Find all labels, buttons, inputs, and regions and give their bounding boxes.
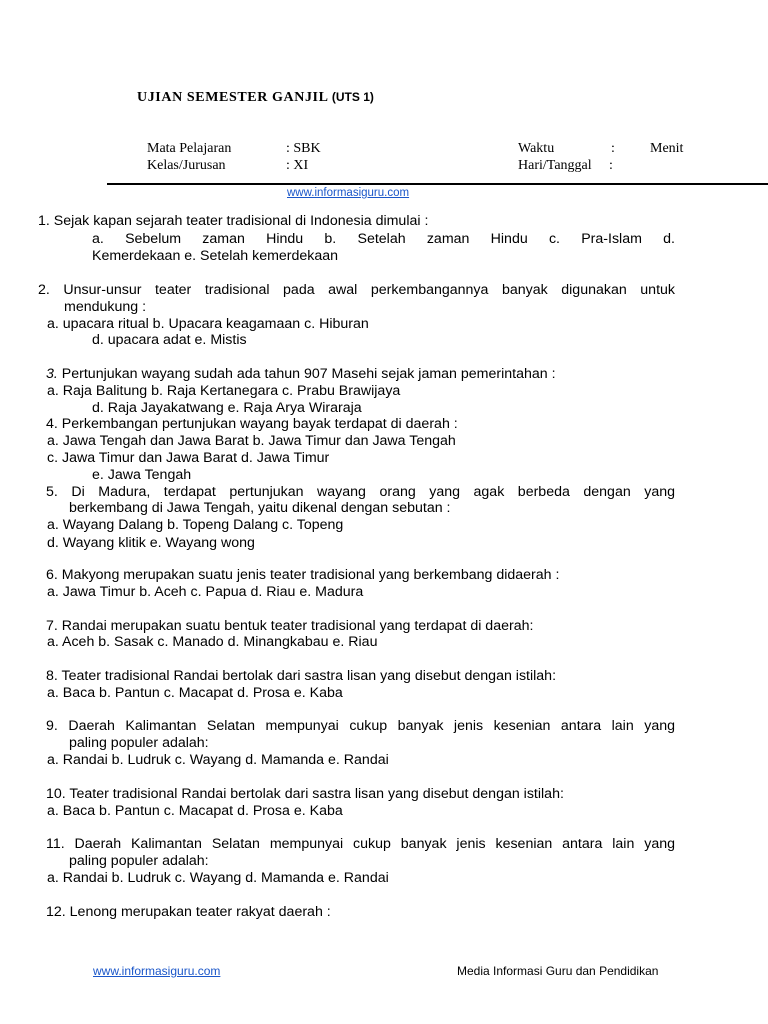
q2-stem-cont: mendukung : (64, 299, 147, 315)
q11-stem-cont: paling populer adalah: (69, 853, 209, 869)
q6-stem: 6. Makyong merupakan suatu jenis teater tradisional yang berkembang didaerah : (46, 567, 560, 583)
q9-stem: 9. Daerah Kalimantan Selatan mempunyai cukup banyak jenis kesenian antara lain yang (46, 718, 675, 734)
q8-options: a. Baca b. Pantun c. Macapat d. Prosa e. Kaba (47, 685, 343, 701)
subject-label: Mata Pelajaran (147, 141, 232, 156)
q3-stem-text: Pertunjukan wayang sudah ada tahun 907 Masehi sejak jaman pemerintahan : (57, 366, 556, 382)
q4-stem: 4. Perkembangan pertunjukan wayang bayak terdapat di daerah : (46, 416, 458, 432)
time-colon: : (611, 141, 615, 156)
q8-stem: 8. Teater tradisional Randai bertolak dari sastra lisan yang disebut dengan istilah: (46, 668, 557, 684)
exam-title (137, 90, 374, 106)
q6-options: a. Jawa Timur b. Aceh c. Papua d. Riau e. Madura (47, 584, 364, 600)
time-value: Menit (650, 141, 684, 156)
q2-stem: 2. Unsur-unsur teater tradisional pada awal perkembangannya banyak digunakan untuk (38, 282, 675, 298)
q2-options-line1: a. upacara ritual b. Upacara keagamaan c. Hiburan (47, 316, 369, 332)
q3-options-line2: d. Raja Jayakatwang e. Raja Arya Wiraraja (92, 400, 362, 416)
q5-options-line1: a. Wayang Dalang b. Topeng Dalang c. Topeng (47, 517, 344, 533)
q3-number: 3. (46, 366, 58, 382)
exam-title-suffix: (UTS 1) (331, 90, 374, 104)
header-site-link[interactable]: www.informasiguru.com (287, 187, 410, 199)
q5-options-line2: d. Wayang klitik e. Wayang wong (47, 535, 255, 551)
exam-title-text: UJIAN SEMESTER GANJIL (137, 90, 332, 105)
q4-options-line1: a. Jawa Tengah dan Jawa Barat b. Jawa Timur dan Jawa Tengah (47, 433, 456, 449)
q1-options-line1: a. Sebelum zaman Hindu b. Setelah zaman Hindu c. Pra-Islam d. (92, 231, 675, 247)
q7-stem: 7. Randai merupakan suatu bentuk teater tradisional yang terdapat di daerah: (46, 618, 534, 634)
class-value: : XI (286, 158, 309, 173)
q10-options: a. Baca b. Pantun c. Macapat d. Prosa e. Kaba (47, 803, 343, 819)
class-label: Kelas/Jurusan (147, 158, 226, 173)
date-label: Hari/Tanggal (518, 158, 592, 173)
q4-options-line2: c. Jawa Timur dan Jawa Barat d. Jawa Timur (47, 450, 330, 466)
q1-stem: 1. Sejak kapan sejarah teater tradisional di Indonesia dimulai : (38, 213, 429, 229)
q3-stem (46, 366, 556, 383)
date-colon: : (609, 158, 613, 173)
footer-site-link[interactable]: www.informasiguru.com (93, 964, 221, 978)
q9-stem-cont: paling populer adalah: (69, 735, 209, 751)
footer-tagline: Media Informasi Guru dan Pendidikan (457, 964, 659, 978)
q5-stem-cont: berkembang di Jawa Tengah, yaitu dikenal dengan sebutan : (69, 500, 451, 516)
subject-value: : SBK (286, 141, 321, 156)
q11-stem: 11. Daerah Kalimantan Selatan mempunyai cukup banyak jenis kesenian antara lain yang (46, 836, 675, 852)
q11-options: a. Randai b. Ludruk c. Wayang d. Mamanda e. Randai (47, 870, 389, 886)
q2-options-line2: d. upacara adat e. Mistis (92, 332, 247, 348)
q12-stem: 12. Lenong merupakan teater rakyat daerah : (46, 904, 331, 920)
q7-options: a. Aceh b. Sasak c. Manado d. Minangkabau e. Riau (47, 634, 378, 650)
header-divider (107, 183, 768, 185)
q1-options-line2: Kemerdekaan e. Setelah kemerdekaan (92, 248, 339, 264)
q3-options-line1: a. Raja Balitung b. Raja Kertanegara c. Prabu Brawijaya (47, 383, 401, 399)
q9-options: a. Randai b. Ludruk c. Wayang d. Mamanda e. Randai (47, 752, 389, 768)
q4-options-line3: e. Jawa Tengah (92, 467, 192, 483)
q10-stem: 10. Teater tradisional Randai bertolak dari sastra lisan yang disebut dengan istilah: (46, 786, 564, 802)
time-label: Waktu (518, 141, 555, 156)
q5-stem: 5. Di Madura, terdapat pertunjukan wayang orang yang agak berbeda dengan yang (46, 484, 675, 500)
